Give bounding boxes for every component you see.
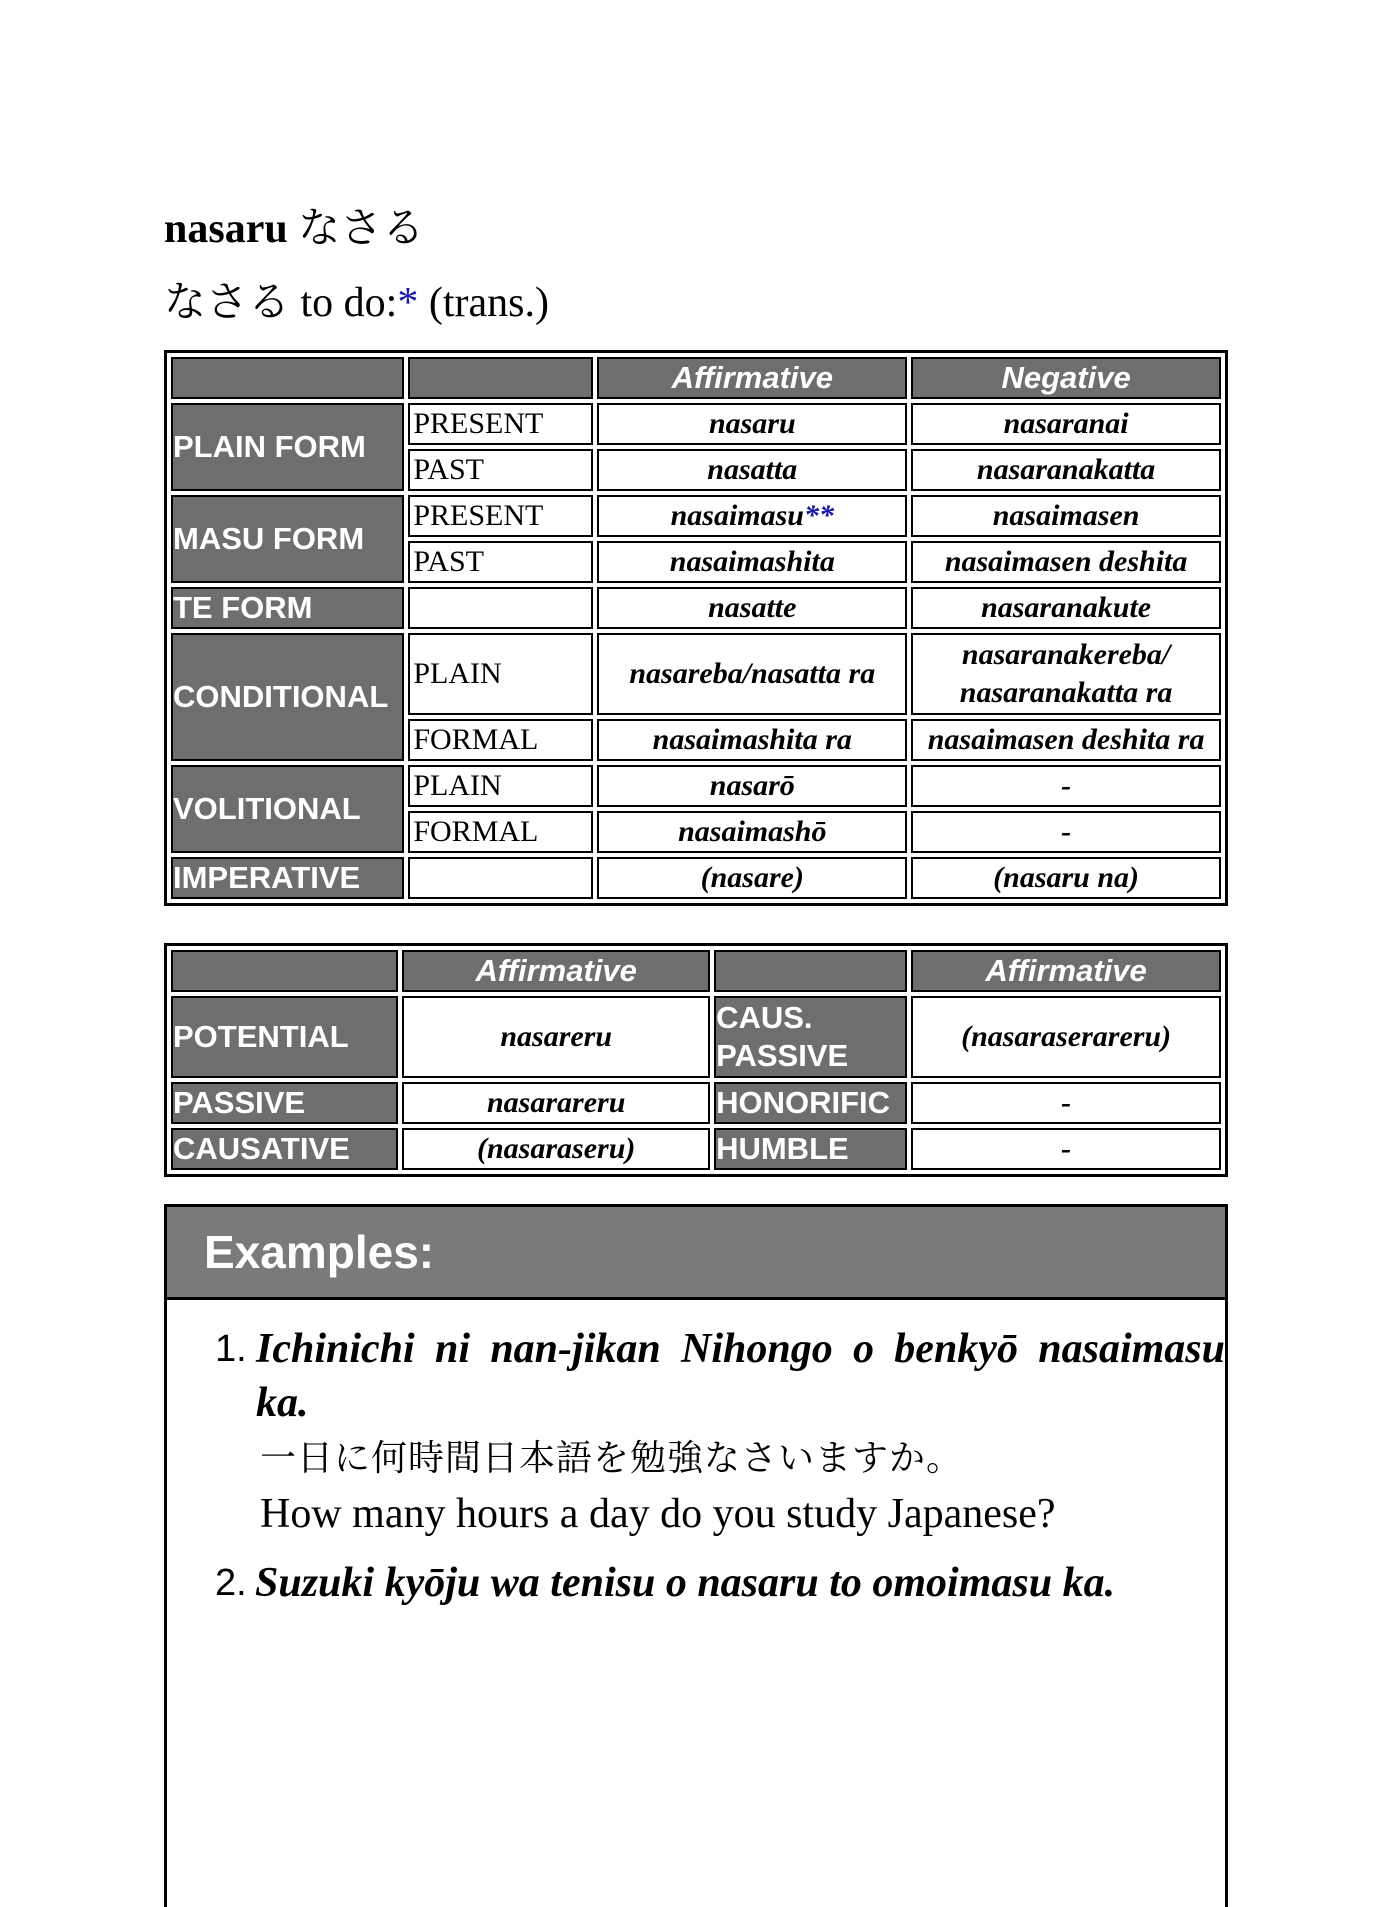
- table-row: [171, 857, 1221, 899]
- table-row: [171, 996, 1221, 1078]
- row-sublabel: PAST: [408, 541, 593, 583]
- row-label-humble: HUMBLE: [714, 1128, 907, 1170]
- title-romaji: nasaru: [164, 206, 288, 252]
- example-english: How many hours a day do you study Japanese?: [260, 1491, 1056, 1537]
- row-label-causative: CAUSATIVE: [171, 1128, 398, 1170]
- table-header-row: [171, 950, 1221, 992]
- header-affirmative: Affirmative: [597, 357, 907, 399]
- example-romaji: Suzuki kyōju wa tenisu o nasaru to omoimasu ka.: [255, 1560, 1116, 1606]
- row-label-volitional: VOLITIONAL: [171, 765, 404, 853]
- affirmative-cell: nasaru: [597, 403, 907, 445]
- table-header-row: [171, 357, 1221, 399]
- row-label-passive: PASSIVE: [171, 1082, 398, 1124]
- affirmative-cell: nasatta: [597, 449, 907, 491]
- affirmative-cell: nasaimashō: [597, 811, 907, 853]
- row-label-plain-form: PLAIN FORM: [171, 403, 404, 491]
- example-number: 1.: [215, 1328, 247, 1370]
- negative-cell: nasaimasen: [911, 495, 1221, 537]
- affirmative-cell: -: [911, 1128, 1221, 1170]
- header-cell-empty: [408, 357, 593, 399]
- example-number: 2.: [215, 1562, 247, 1604]
- row-sublabel: [408, 857, 593, 899]
- row-label-caus-passive: [714, 996, 907, 1078]
- header-cell-empty: [171, 357, 404, 399]
- negative-cell: [911, 633, 1221, 715]
- negative-cell: -: [911, 765, 1221, 807]
- conjugation-table: [164, 350, 1228, 906]
- affirmative-cell: [597, 495, 907, 537]
- derived-forms-table: [164, 943, 1228, 1177]
- negative-cell: -: [911, 811, 1221, 853]
- negative-line-1: nasaranakereba/: [961, 638, 1171, 671]
- affirmative-cell: (nasaraserareru): [911, 996, 1221, 1078]
- affirmative-cell: nasarō: [597, 765, 907, 807]
- row-sublabel: FORMAL: [408, 811, 593, 853]
- header-cell-empty: [171, 950, 398, 992]
- examples-list: [167, 1322, 1225, 1610]
- label-line-1: CAUS.: [716, 1000, 813, 1035]
- example-romaji: Ichinichi ni nan-jikan Nihongo o benkyō nasaimasu ka.: [256, 1326, 1225, 1426]
- negative-cell: (nasaru na): [911, 857, 1221, 899]
- row-label-honorific: HONORIFIC: [714, 1082, 907, 1124]
- affirmative-cell: nasaimashita ra: [597, 719, 907, 761]
- negative-cell: nasaimasen deshita: [911, 541, 1221, 583]
- affirmative-cell: nasarareru: [402, 1082, 710, 1124]
- page-subtitle: [164, 270, 549, 336]
- row-sublabel: [408, 587, 593, 629]
- row-sublabel: PLAIN: [408, 765, 593, 807]
- label-line-2: PASSIVE: [716, 1038, 849, 1073]
- example-item: [167, 1556, 1225, 1610]
- affirmative-value: nasaimasu: [670, 499, 804, 532]
- affirmative-cell: -: [911, 1082, 1221, 1124]
- table-row: [171, 587, 1221, 629]
- table-row: [171, 495, 1221, 537]
- row-label-conditional: CONDITIONAL: [171, 633, 404, 761]
- negative-line-2: nasaranakatta ra: [959, 676, 1173, 709]
- row-label-imperative: IMPERATIVE: [171, 857, 404, 899]
- negative-cell: nasaranakute: [911, 587, 1221, 629]
- page-title: [164, 196, 424, 262]
- row-sublabel: PLAIN: [408, 633, 593, 715]
- affirmative-cell: (nasaraseru): [402, 1128, 710, 1170]
- title-kana: なさる: [298, 206, 425, 252]
- footnote-link[interactable]: *: [397, 280, 419, 326]
- table-row: [171, 403, 1221, 445]
- row-sublabel: FORMAL: [408, 719, 593, 761]
- example-kanji: 一日に何時間日本語を勉強なさいますか。: [260, 1438, 964, 1478]
- row-label-masu-form: MASU FORM: [171, 495, 404, 583]
- header-negative: Negative: [911, 357, 1221, 399]
- subtitle-kana: なさる: [164, 280, 291, 326]
- header-affirmative: Affirmative: [402, 950, 710, 992]
- row-label-potential: POTENTIAL: [171, 996, 398, 1078]
- table-row: [171, 633, 1221, 715]
- negative-cell: nasaranai: [911, 403, 1221, 445]
- header-affirmative: Affirmative: [911, 950, 1221, 992]
- row-sublabel: PRESENT: [408, 495, 593, 537]
- example-item: [167, 1322, 1225, 1542]
- row-label-te-form: TE FORM: [171, 587, 404, 629]
- examples-section: [164, 1204, 1228, 1907]
- negative-cell: nasaimasen deshita ra: [911, 719, 1221, 761]
- examples-heading: Examples:: [167, 1207, 1225, 1300]
- affirmative-cell: (nasare): [597, 857, 907, 899]
- subtitle-gloss: to do:: [300, 280, 398, 326]
- table-row: [171, 1082, 1221, 1124]
- affirmative-cell: nasaimashita: [597, 541, 907, 583]
- row-sublabel: PAST: [408, 449, 593, 491]
- affirmative-cell: nasareba/nasatta ra: [597, 633, 907, 715]
- negative-cell: nasaranakatta: [911, 449, 1221, 491]
- affirmative-cell: nasatte: [597, 587, 907, 629]
- affirmative-cell: nasareru: [402, 996, 710, 1078]
- header-cell-empty: [714, 950, 907, 992]
- footnote-link-double[interactable]: **: [803, 499, 834, 532]
- row-sublabel: PRESENT: [408, 403, 593, 445]
- subtitle-type: (trans.): [428, 280, 549, 326]
- table-row: [171, 1128, 1221, 1170]
- table-row: [171, 765, 1221, 807]
